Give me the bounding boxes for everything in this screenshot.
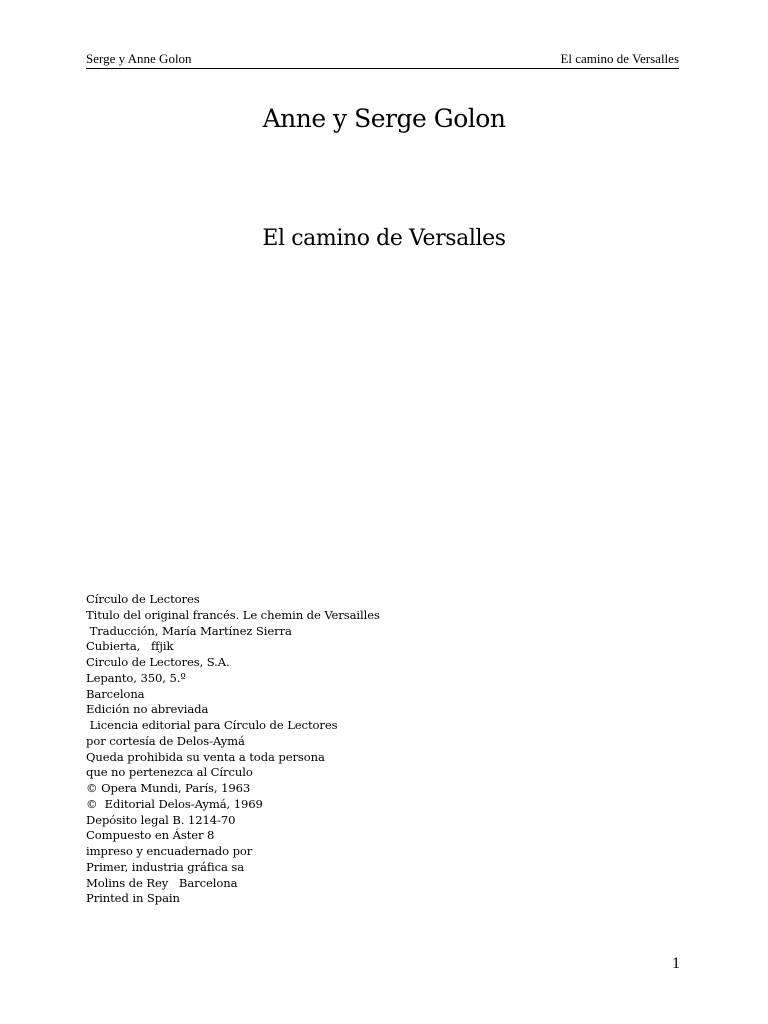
colophon-line: Lepanto, 350, 5.º bbox=[86, 670, 186, 685]
page-number: 1 bbox=[672, 955, 680, 972]
colophon-line: Queda prohibida su venta a toda persona bbox=[86, 749, 325, 764]
colophon bbox=[86, 592, 506, 907]
colophon-line: Depósito legal B. 1214-70 bbox=[86, 812, 236, 827]
colophon-line: Círculo de Lectores bbox=[86, 592, 200, 606]
colophon-line: impreso y encuadernado por bbox=[86, 844, 253, 858]
book-author: Anne y Serge Golon bbox=[262, 104, 506, 133]
book-title: El camino de Versalles bbox=[262, 226, 506, 251]
header-title: El camino de Versalles bbox=[560, 51, 679, 66]
colophon-line: Cubierta, ffjik bbox=[86, 639, 174, 654]
colophon-line: Traducción, María Martínez Sierra bbox=[86, 623, 292, 638]
colophon-line: Barcelona bbox=[86, 686, 145, 701]
colophon-line: Edición no abreviada bbox=[86, 702, 209, 717]
colophon-line: por cortesía de Delos-Aymá bbox=[86, 733, 245, 748]
running-header bbox=[86, 51, 679, 69]
colophon-line: Compuesto en Áster 8 bbox=[86, 828, 215, 843]
header-author: Serge y Anne Golon bbox=[86, 51, 192, 66]
colophon-line: que no pertenezca al Círculo bbox=[86, 765, 253, 780]
colophon-line: Licencia editorial para Círculo de Lectores bbox=[86, 718, 338, 732]
colophon-line: Circulo de Lectores, S.A. bbox=[86, 655, 230, 669]
colophon-line: Molins de Rey Barcelona bbox=[86, 875, 238, 890]
colophon-line: © Editorial Delos-Aymá, 1969 bbox=[86, 796, 263, 811]
colophon-line: Titulo del original francés. Le chemin de Versailles bbox=[86, 607, 380, 622]
colophon-line: © Opera Mundi, París, 1963 bbox=[86, 781, 251, 795]
colophon-line: Printed in Spain bbox=[86, 891, 180, 906]
colophon-line: Primer, industria gráfica sa bbox=[86, 859, 245, 874]
